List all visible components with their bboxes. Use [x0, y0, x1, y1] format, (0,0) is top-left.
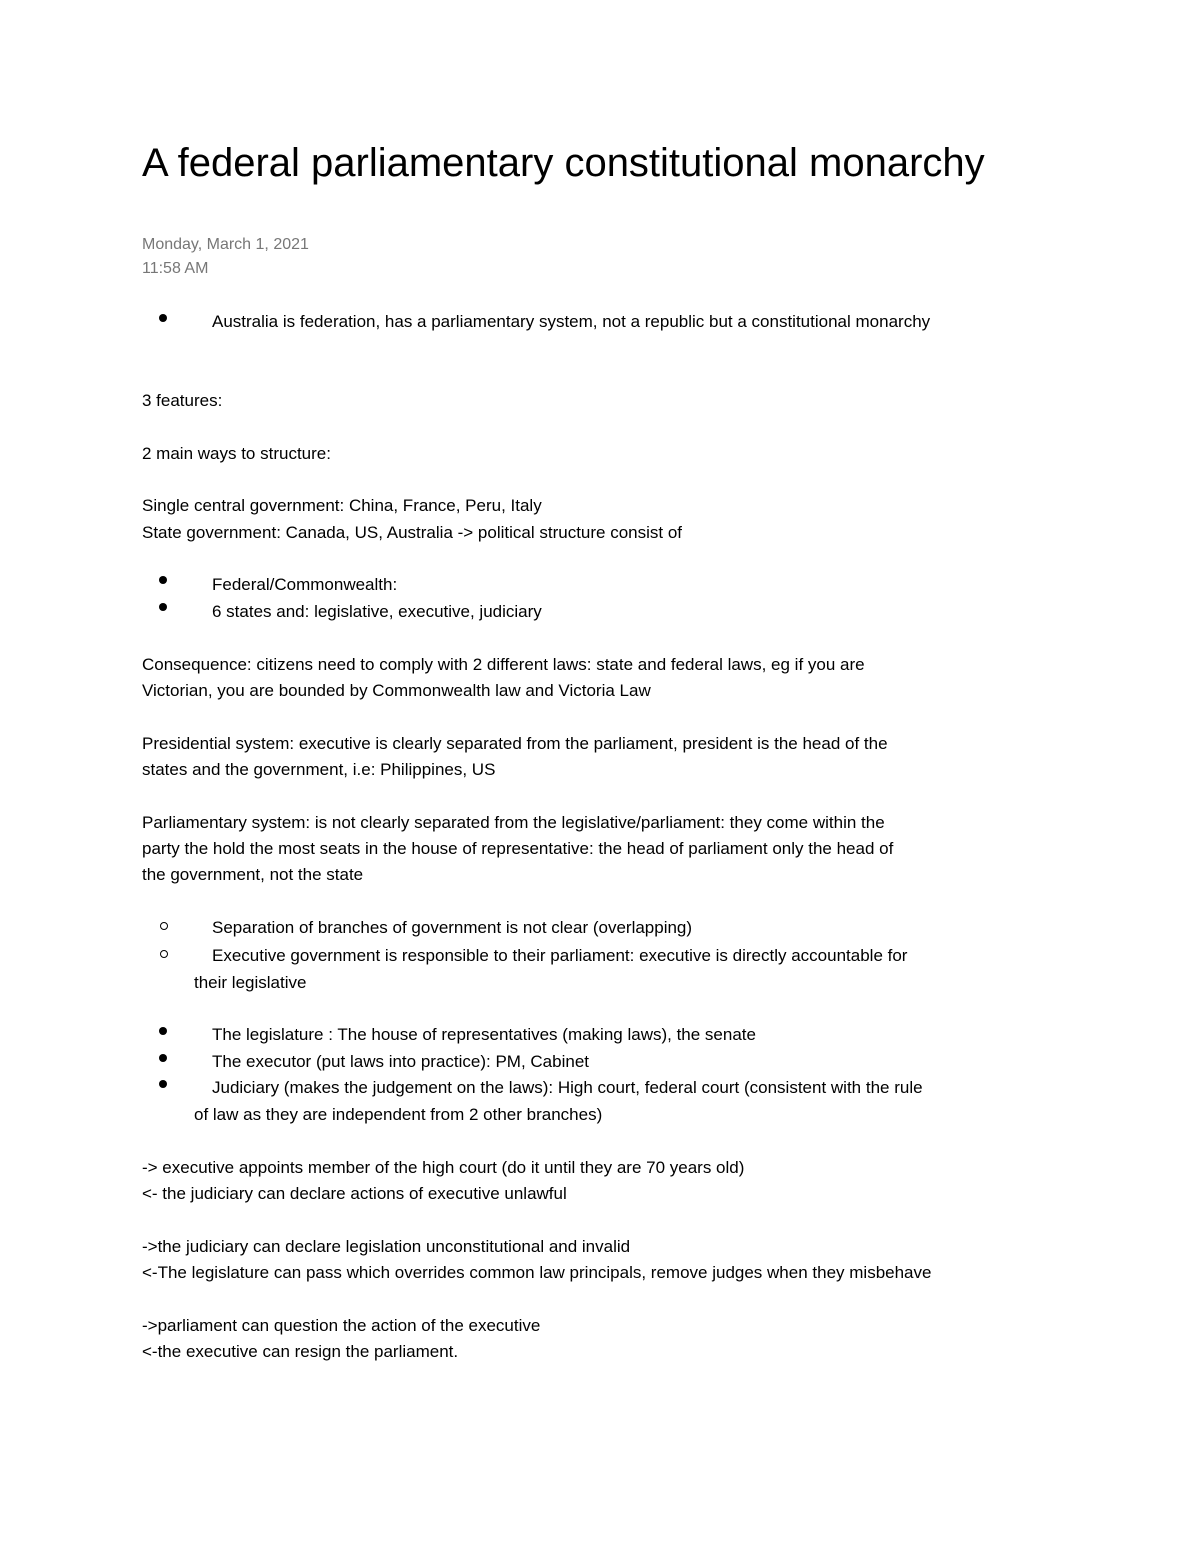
note-date: Monday, March 1, 2021	[142, 236, 309, 253]
checks-line: -> executive appoints member of the high court (do it until they are 70 years old)	[142, 1158, 745, 1177]
features-line: 3 features:	[142, 391, 223, 410]
checks-line: <-The legislature can pass which overrides common law principals, remove judges when they misbehave	[142, 1263, 932, 1282]
checks-line: <- the judiciary can declare actions of executive unlawful	[142, 1184, 567, 1203]
bullet-icon	[159, 1054, 167, 1062]
list-item: 6 states and: legislative, executive, judiciary	[212, 602, 542, 621]
list-item: Separation of branches of government is not clear (overlapping)	[212, 918, 693, 937]
page-title: A federal parliamentary constitutional monarchy	[142, 141, 985, 185]
intro-bullet: Australia is federation, has a parliamentary system, not a republic but a constitutional monarchy	[212, 312, 931, 331]
circle-bullet-icon	[160, 950, 168, 958]
consequence-line-1: Consequence: citizens need to comply with 2 different laws: state and federal laws, eg if you are	[142, 655, 865, 674]
presidential-line-2: states and the government, i.e: Philippines, US	[142, 760, 496, 779]
checks-line: <-the executive can resign the parliament.	[142, 1342, 459, 1361]
bullet-icon	[159, 314, 167, 322]
note-time: 11:58 AM	[142, 260, 209, 277]
list-item-continuation: of law as they are independent from 2 other branches)	[194, 1105, 603, 1124]
single-government-line: Single central government: China, France, Peru, Italy	[142, 496, 542, 515]
circle-bullet-icon	[160, 922, 168, 930]
presidential-line-1: Presidential system: executive is clearly separated from the parliament, president is the head of the	[142, 734, 888, 753]
checks-line: ->parliament can question the action of the executive	[142, 1316, 541, 1335]
list-item: Federal/Commonwealth:	[212, 575, 398, 594]
parliamentary-line-2: party the hold the most seats in the house of representative: the head of parliament only the head of	[142, 839, 894, 858]
parliamentary-line-1: Parliamentary system: is not clearly separated from the legislative/parliament: they come within the	[142, 813, 885, 832]
bullet-icon	[159, 1080, 167, 1088]
bullet-icon	[159, 1027, 167, 1035]
list-item-continuation: their legislative	[194, 973, 307, 992]
bullet-icon	[159, 576, 167, 584]
checks-line: ->the judiciary can declare legislation unconstitutional and invalid	[142, 1237, 631, 1256]
list-item: Executive government is responsible to their parliament: executive is directly accountable for	[212, 946, 908, 965]
list-item: The legislature : The house of representatives (making laws), the senate	[212, 1025, 756, 1044]
bullet-icon	[159, 603, 167, 611]
list-item: The executor (put laws into practice): PM, Cabinet	[212, 1052, 589, 1071]
ways-line: 2 main ways to structure:	[142, 444, 331, 463]
list-item: Judiciary (makes the judgement on the laws): High court, federal court (consistent with the rule	[212, 1078, 923, 1097]
consequence-line-2: Victorian, you are bounded by Commonwealth law and Victoria Law	[142, 681, 651, 700]
state-government-line: State government: Canada, US, Australia -> political structure consist of	[142, 523, 683, 542]
parliamentary-line-3: the government, not the state	[142, 865, 364, 884]
